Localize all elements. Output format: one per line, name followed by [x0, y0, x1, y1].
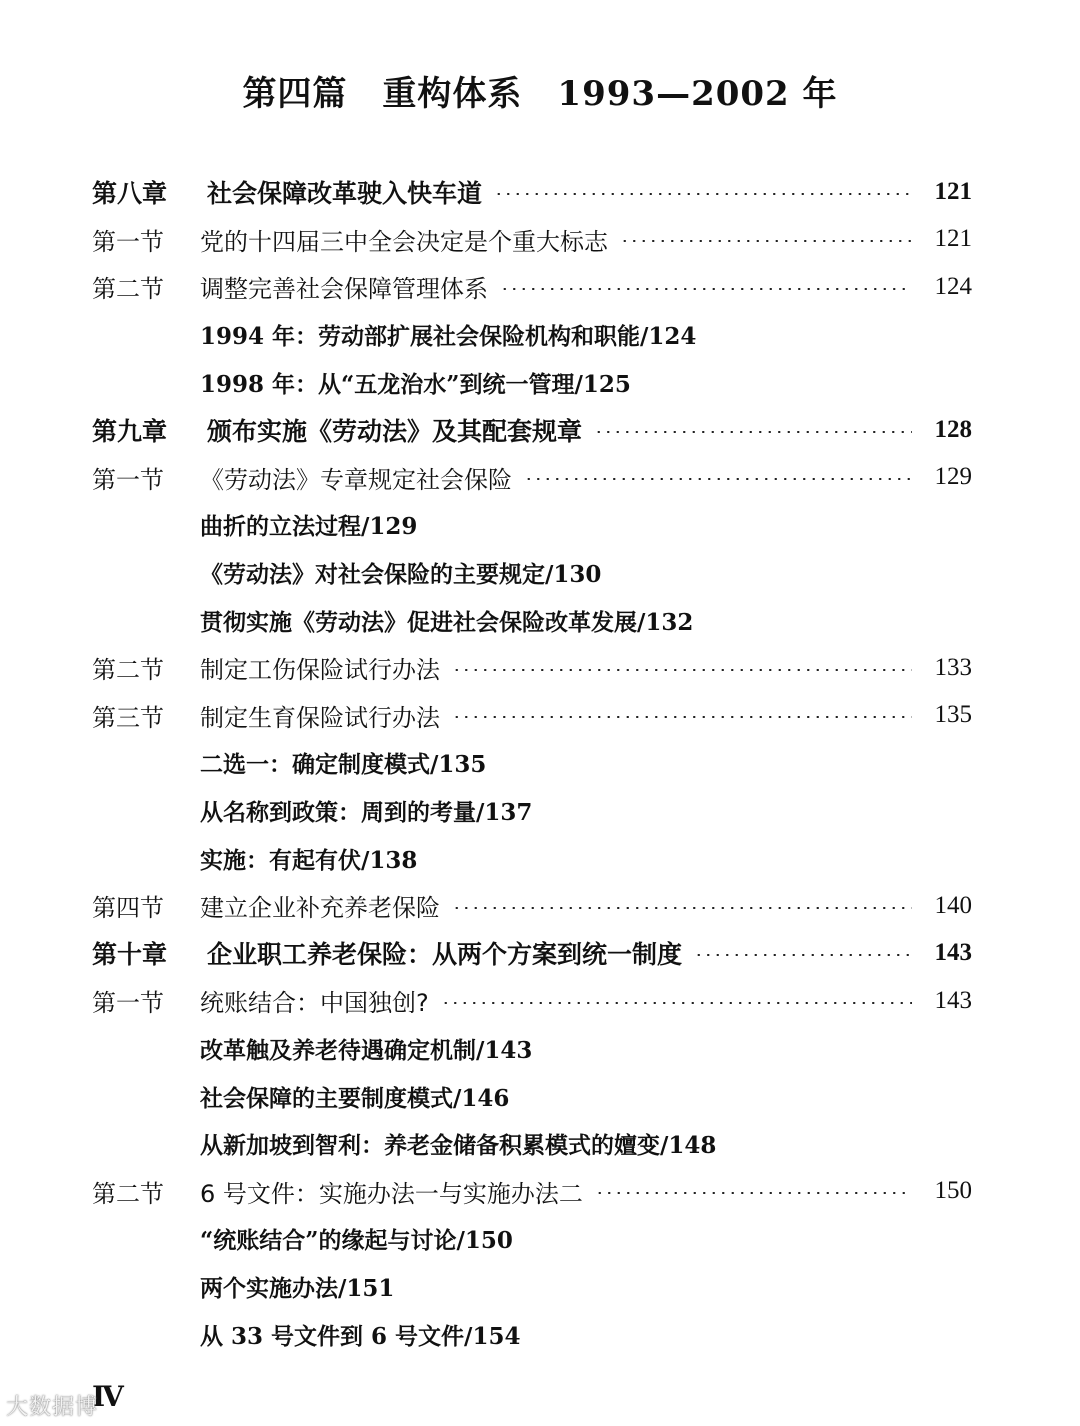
section-title: 党的十四届三中全会决定是个重大标志	[200, 227, 608, 256]
sub-title: 从 33 号文件到 6 号文件/154	[200, 1322, 521, 1350]
toc-section-row	[92, 882, 972, 930]
toc-section-row	[92, 454, 972, 502]
toc-subentry-row	[92, 1215, 972, 1263]
page-number: 121	[934, 177, 972, 205]
page-number: 133	[934, 653, 972, 681]
chapter-number: 第八章	[92, 178, 168, 208]
section-number: 第四节	[92, 894, 164, 923]
dot-leader	[494, 193, 912, 195]
dot-leader	[452, 716, 912, 718]
section-title: 建立企业补充养老保险	[200, 894, 440, 923]
section-title: 调整完善社会保障管理体系	[200, 275, 488, 304]
chapter-number: 第十章	[92, 940, 168, 970]
table-of-contents	[92, 168, 972, 1358]
sub-title: 社会保障的主要制度模式/146	[200, 1084, 510, 1112]
dot-leader	[452, 907, 912, 909]
sub-title: 《劳动法》对社会保险的主要规定/130	[200, 561, 602, 589]
section-title: 6 号文件：实施办法一与实施办法二	[200, 1179, 583, 1208]
toc-chapter-row	[92, 930, 972, 978]
sub-title: 贯彻实施《劳动法》促进社会保险改革发展/132	[200, 608, 694, 636]
sub-title: 改革触及养老待遇确定机制/143	[200, 1036, 533, 1064]
dot-leader	[594, 431, 912, 433]
page-number: 129	[934, 463, 972, 491]
toc-section-row	[92, 263, 972, 311]
page-number: 124	[934, 272, 972, 300]
toc-subentry-row	[92, 834, 972, 882]
toc-subentry-row	[92, 1310, 972, 1358]
sub-title: “统账结合”的缘起与讨论/150	[200, 1227, 513, 1255]
section-title: 制定工伤保险试行办法	[200, 656, 440, 685]
watermark-text: 大数据博	[6, 1395, 99, 1420]
section-number: 第二节	[92, 1179, 164, 1208]
sub-title: 从新加坡到智利：养老金储备积累模式的嬗变/148	[200, 1132, 717, 1160]
toc-section-row	[92, 692, 972, 740]
toc-subentry-row	[92, 358, 972, 406]
dot-leader	[620, 240, 912, 242]
toc-chapter-row	[92, 406, 972, 454]
page-number: 143	[934, 939, 972, 967]
toc-subentry-row	[92, 311, 972, 359]
dot-leader	[694, 954, 912, 956]
section-number: 第一节	[92, 989, 164, 1018]
toc-subentry-row	[92, 549, 972, 597]
dot-leader	[595, 1192, 912, 1194]
toc-subentry-row	[92, 739, 972, 787]
page-number: 135	[934, 701, 972, 729]
toc-chapter-row	[92, 168, 972, 216]
page-number: 121	[934, 225, 972, 253]
sub-title: 曲折的立法过程/129	[200, 513, 418, 541]
toc-section-row	[92, 216, 972, 264]
page-number: 150	[934, 1177, 972, 1205]
section-title: 制定生育保险试行办法	[200, 703, 440, 732]
page-folio: Ⅳ	[92, 1382, 124, 1413]
section-title: 《劳动法》专章规定社会保险	[200, 465, 512, 494]
sub-title: 两个实施办法/151	[200, 1274, 395, 1302]
dot-leader	[452, 669, 912, 671]
toc-subentry-row	[92, 1120, 972, 1168]
toc-subentry-row	[92, 787, 972, 835]
toc-section-row	[92, 1167, 972, 1215]
sub-title: 实施：有起有伏/138	[200, 846, 418, 874]
dot-leader	[500, 288, 912, 290]
section-number: 第一节	[92, 465, 164, 494]
chapter-number: 第九章	[92, 416, 168, 446]
toc-subentry-row	[92, 501, 972, 549]
chapter-title: 社会保障改革驶入快车道	[207, 178, 483, 208]
sub-title: 从名称到政策：周到的考量/137	[200, 799, 533, 827]
sub-title: 1998 年：从“五龙治水”到统一管理/125	[200, 370, 631, 398]
page-number: 140	[934, 891, 972, 919]
sub-title: 1994 年：劳动部扩展社会保险机构和职能/124	[200, 323, 697, 351]
page-number: 143	[934, 986, 972, 1014]
toc-subentry-row	[92, 1263, 972, 1311]
dot-leader	[441, 1002, 912, 1004]
part-title: 第四篇 重构体系 1993—2002 年	[242, 74, 838, 114]
chapter-title: 企业职工养老保险：从两个方案到统一制度	[207, 940, 683, 970]
toc-subentry-row	[92, 1025, 972, 1073]
sub-title: 二选一：确定制度模式/135	[200, 751, 487, 779]
section-number: 第二节	[92, 656, 164, 685]
toc-section-row	[92, 977, 972, 1025]
chapter-title: 颁布实施《劳动法》及其配套规章	[207, 416, 583, 446]
dot-leader	[524, 478, 912, 480]
section-number: 第二节	[92, 275, 164, 304]
toc-subentry-row	[92, 596, 972, 644]
toc-subentry-row	[92, 1072, 972, 1120]
section-number: 第三节	[92, 703, 164, 732]
section-title: 统账结合：中国独创?	[200, 989, 429, 1018]
page-number: 128	[934, 415, 972, 443]
toc-section-row	[92, 644, 972, 692]
section-number: 第一节	[92, 227, 164, 256]
